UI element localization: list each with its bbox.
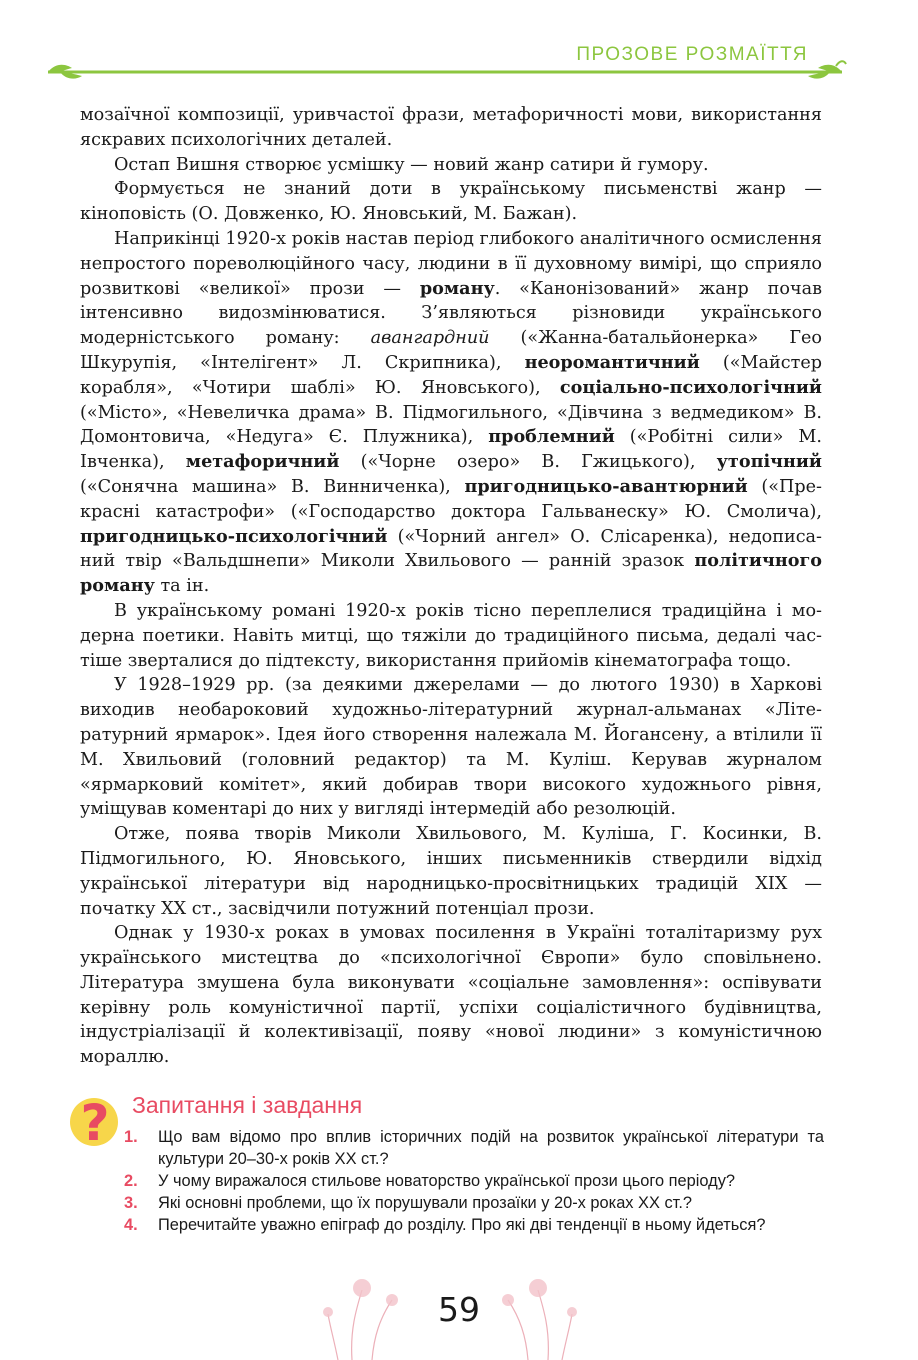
bold-term: пригодницько-психологічний bbox=[80, 525, 388, 547]
italic-term: авангардний bbox=[370, 328, 490, 349]
question-item bbox=[118, 1192, 824, 1214]
bold-term: неоромантичний bbox=[524, 351, 700, 373]
question-text: Що вам відомо про вплив історичних подій на розвиток української літератури та культури 20–30-х років XX ст.? bbox=[158, 1128, 824, 1168]
paragraph bbox=[80, 103, 822, 153]
text-run: та ін. bbox=[154, 576, 210, 597]
questions-title: Запитання і завдання bbox=[132, 1092, 363, 1118]
question-number: 3. bbox=[124, 1194, 138, 1212]
svg-text:?: ? bbox=[80, 1094, 110, 1148]
paragraph bbox=[80, 227, 822, 599]
text-run: В українському романі 1920-х років тісно переплелися традиційна і модерна поетики. Навіть митці, що тяжіли до традиційного письма, дедалі частіше зверталися до підтексту, використання прийомів кінематографа тощо. bbox=[80, 600, 822, 671]
text-run: . «Канонізований» жанр почав інтенсивно видозмінюватися. З’являються різновиди українського модерністського роману: bbox=[80, 278, 822, 349]
paragraph bbox=[80, 177, 822, 227]
bold-term: соціально-психологічний bbox=[559, 376, 822, 398]
text-run: («Чорне озеро» В. Гжицького), bbox=[339, 452, 717, 473]
body-text bbox=[80, 103, 822, 1070]
paragraph bbox=[80, 673, 822, 822]
text-run: («Прекрасні катастрофи» («Господарство доктора Гальванеску» Ю. Смолича), bbox=[80, 476, 822, 522]
question-text: У чому виражалося стильове новаторство української прози цього періоду? bbox=[158, 1172, 736, 1190]
text-run: («Жанна-батальйонерка» Гео Шкурупія, «Інтелігент» Л. Скрипника), bbox=[80, 328, 822, 373]
text-run: («Місто», «Невеличка драма» В. Підмогильного, «Дівчина з ведмедиком» В. Домонтовича, «Недуга» Є. Плужника), bbox=[80, 402, 822, 448]
question-item bbox=[118, 1126, 824, 1170]
question-text: Які основні проблеми, що їх порушували прозаїки у 20-х роках XX ст.? bbox=[158, 1194, 693, 1212]
paragraph bbox=[80, 599, 822, 673]
text-run: Наприкінці 1920-х років настав період глибокого аналітичного осмислення непростого пореволюційного часу, людини в її духовному вимірі, що сприяло розвиткові «великої» прози — bbox=[80, 228, 822, 299]
question-number: 2. bbox=[124, 1172, 138, 1190]
text-run: Формується не знаний доти в українському письменстві жанр — кіноповість (О. Довженко, Ю. Яновський, М. Бажан). bbox=[80, 179, 822, 225]
bold-term: пригодницько-авантюрний bbox=[464, 475, 748, 497]
text-run: («Сонячна машина» В. Винниченка), bbox=[80, 476, 465, 497]
questions-list bbox=[118, 1126, 824, 1236]
bold-term: метафоричний bbox=[185, 451, 340, 473]
page-header bbox=[0, 0, 918, 90]
text-run: Однак у 1930-х роках в умовах посилення в Україні тоталітаризму рух українського мистецтва до «психологічної Європи» було сповільнено. Література змушена була виконувати «соціальне замовлення»: оспівувати керівну роль комуністичної партії, успіхи соціалістичного будівництва, індустріалізації й колективізації, появу «нової людини» з комуністичною мораллю. bbox=[80, 923, 822, 1068]
text-run: Отже, поява творів Миколи Хвильового, М. Куліша, Г. Косинки, В. Підмогильного, Ю. Яновського, інших письменників ствердили відхід української літератури від народницько-просвітницьких традицій XIX — початку XX ст., засвідчили потужний потенціал прози. bbox=[80, 824, 822, 919]
paragraph bbox=[80, 153, 822, 178]
text-run: («Робітні сили» М. Івченка), bbox=[80, 427, 823, 473]
text-run: («Чорний ангел» О. Слісаренка), недописаний твір «Вальдшнепи» Миколи Хвильового — ранній зразок bbox=[80, 526, 822, 572]
question-number: 4. bbox=[124, 1216, 138, 1234]
text-run: («Майстер корабля», «Чотири шаблі» Ю. Яновського), bbox=[80, 352, 822, 398]
paragraph bbox=[80, 921, 822, 1070]
question-number: 1. bbox=[124, 1128, 138, 1146]
question-text: Перечитайте уважно епіграф до розділу. Про які дві тенденції в ньому йдеться? bbox=[158, 1216, 766, 1234]
text-run: Остап Вишня створює усмішку — новий жанр сатири й гумору. bbox=[114, 154, 709, 175]
paragraph bbox=[80, 822, 822, 921]
section-title: ПРОЗОВЕ РОЗМАЇТТЯ bbox=[576, 44, 808, 65]
bold-term: роману bbox=[419, 277, 495, 299]
page-number: 59 bbox=[438, 1290, 480, 1329]
bold-term: політичного роману bbox=[80, 550, 822, 597]
text-run: мозаїчної композиції, уривчастої фрази, метафоричності мови, використання яскравих психологічних деталей. bbox=[80, 105, 822, 150]
bold-term: проблемний bbox=[488, 426, 615, 448]
bold-term: утопічний bbox=[716, 451, 822, 473]
question-item bbox=[118, 1214, 824, 1236]
question-item bbox=[118, 1170, 824, 1192]
text-run: У 1928–1929 рр. (за деякими джерелами — до лютого 1930) в Харкові виходив необароковий художньо-літературний журнал-альманах «Літературний ярмарок». Ідея його створення належала М. Йогансену, а втілили її М. Хвильовий (головний редактор) та М. Куліш. Керував журналом «ярмарковий комітет», який добирав твори високого художнього рівня, уміщував коментарі до них у вигляді інтермедій або резолюцій. bbox=[80, 675, 822, 820]
